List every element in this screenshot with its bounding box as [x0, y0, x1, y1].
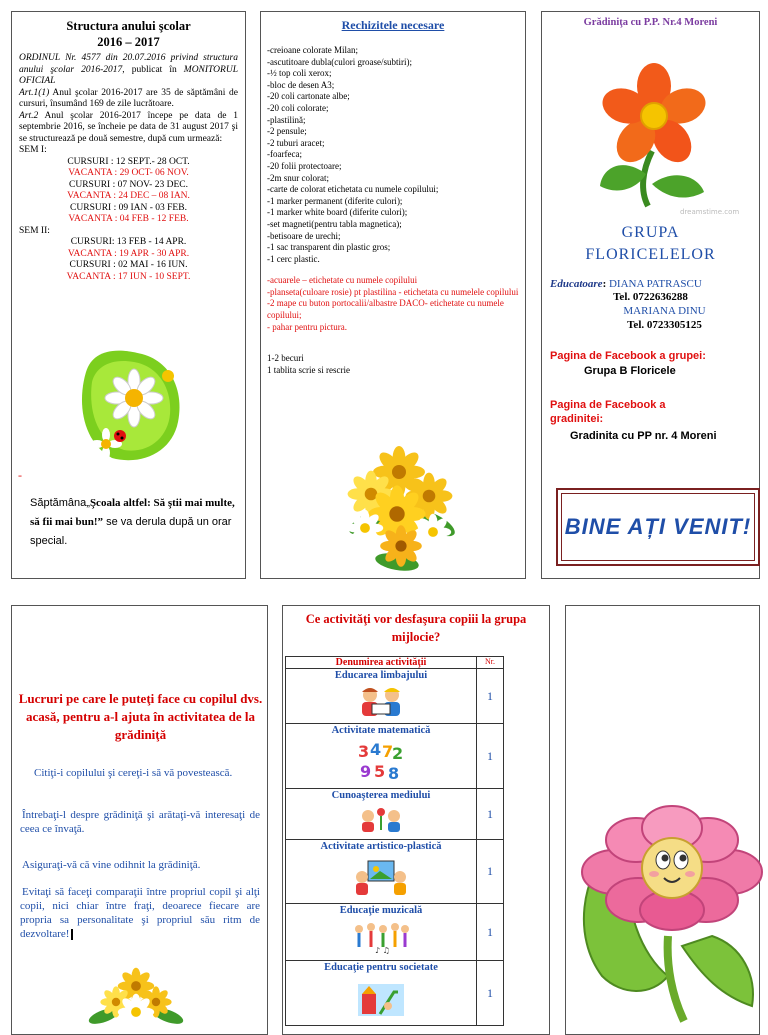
supply-item: -2 tuburi aracet; [267, 137, 325, 148]
sem1-row: CURSURI : 12 SEPT.- 28 OCT. [67, 156, 190, 167]
supply-item: -½ top coli xerox; [267, 68, 332, 79]
supply-item: -creioane colorate Milan; [267, 45, 358, 55]
tip-ask: Întrebaţi-l despre grădiniţă şi arătaţi-vă interesaţi de ceea ce învaţă. [20, 809, 260, 835]
article-1-text: Anul şcolar 2016-2017 are 35 de săptămâni de cursuri, însumând 169 de zile lucrătoare. [19, 87, 238, 109]
sem2-row: CURSURI : 02 MAI - 16 IUN. [69, 260, 188, 270]
children-reading-icon [354, 684, 408, 723]
svg-text:3: 3 [358, 742, 370, 761]
orange-flower-clipart [582, 56, 740, 216]
order-text: ORDINUL Nr. 4577 din 20.07.2016 privind structura anului şcolar 2016-2017 [19, 53, 238, 75]
activity-count-header: Nr. [477, 657, 504, 669]
activity-cell [286, 724, 477, 789]
supply-item: -ascutitoare dubla(culori groase/subtiri); [267, 56, 412, 67]
supply-item: -foarfeca; [267, 149, 302, 160]
article-2-text: Anul şcolar 2016-2017 începe pe data de 1 septembrie 2016, se încheie pe data de 31 august 2017 şi se structurează pe două semestre, după cum urmează: [19, 110, 238, 144]
school-year-title [12, 18, 245, 50]
activity-row [286, 789, 504, 840]
supply-item: -betisoare de urechi; [267, 230, 341, 241]
activity-name-header: Denumirea activităţii [286, 657, 477, 669]
teacher-label: Educatoare [550, 278, 603, 290]
activity-name: Activitate artistico-plastică [320, 841, 442, 852]
school-altfel-note [30, 494, 240, 551]
supply-item: - pahar pentru pictura. [267, 321, 347, 332]
article-2 [12, 111, 245, 146]
supply-item: -plastilină; [267, 114, 306, 125]
svg-text:5: 5 [374, 762, 386, 781]
supplies-list [261, 33, 525, 265]
welcome-banner [556, 488, 760, 566]
svg-text:4: 4 [370, 740, 382, 759]
supply-item: -2 mape cu buton portocalii/albastre DACO- etichetate cu numele copilului; [267, 298, 504, 321]
teacher-name-1: DIANA PATRASCU [608, 278, 702, 290]
semester-1-label: SEM I: [19, 145, 47, 155]
facebook-group-value: Grupa B Floricele [584, 365, 676, 377]
bouquet-clipart-bottom [86, 968, 186, 1028]
tip-compare-text: Evitaţi să faceţi comparaţii între propriul copil şi alţi copii, nici chiar între fraţi, deoarece fiecare are propria sa personalitate şi propriul său ritm de dezvoltare! [20, 886, 260, 940]
sem1-row: VACANTA : 24 DEC – 08 IAN. [67, 191, 190, 201]
group-title [542, 222, 759, 266]
activity-cell [286, 789, 477, 840]
activity-count: 1 [477, 961, 504, 1026]
school-year-panel [11, 11, 246, 579]
footer-text-2: se va derula după un orar special. [30, 516, 232, 547]
activities-table [285, 656, 504, 1026]
sem2-row: VACANTA : 19 APR - 30 APR. [67, 248, 190, 259]
svg-text:9: 9 [360, 762, 372, 781]
home-tips-panel [11, 605, 268, 1035]
supply-item: -1 cerc plastic. [267, 253, 320, 264]
teachers-info [542, 268, 759, 332]
supply-item: -20 coli cartonate albe; [267, 91, 350, 102]
title-line-1: Structura anului şcolar [66, 19, 191, 33]
sem1-row: VACANTA : 29 OCT- 06 NOV. [68, 168, 189, 178]
supply-item: -2 pensule; [267, 126, 307, 137]
supply-item: -20 folii protectoare; [267, 160, 342, 171]
numbers-icon [354, 739, 408, 788]
children-painting-icon [354, 855, 408, 902]
daisy-clipart [72, 342, 184, 466]
sem1-row: CURSURI : 09 IAN - 03 FEB. [70, 202, 187, 213]
tip-read: Citiţi-i copilului şi cereţi-i să vă povestească. [34, 767, 233, 779]
supply-item: -20 coli colorate; [267, 102, 329, 113]
activity-count: 1 [477, 789, 504, 840]
official-monitor: MONITORUL OFICIAL [19, 64, 238, 86]
semester-2-label: SEM II: [19, 225, 50, 236]
activity-name: Activitate matematică [331, 725, 431, 736]
footer-bold-text: Şcoala altfel: Să ştii mai multe, să fii mai bun!” [30, 497, 235, 528]
activity-row [286, 961, 504, 1026]
article-1-label: Art.1(1) [19, 87, 50, 98]
activity-count: 1 [477, 840, 504, 904]
svg-text:8: 8 [388, 764, 400, 783]
text-cursor [71, 929, 73, 940]
activity-cell [286, 904, 477, 961]
footer-text-1: Săptămâna„ [30, 497, 90, 509]
activities-header-row [286, 657, 504, 669]
activity-row [286, 724, 504, 789]
supply-item: -1 marker white board (diferite culori); [267, 207, 408, 218]
activity-cell [286, 840, 477, 904]
order-published: , publicat în [122, 64, 184, 75]
sem2-row: VACANTA : 17 IUN - 10 SEPT. [66, 271, 191, 282]
activity-cell [286, 669, 477, 724]
children-nature-icon [354, 804, 408, 839]
supply-item: 1-2 becuri [267, 353, 304, 364]
supply-item: -1 sac transparent din plastic gros; [267, 242, 391, 253]
activity-count: 1 [477, 724, 504, 789]
supply-item: -2m snur colorat; [267, 172, 329, 183]
children-dancing-icon [351, 919, 411, 960]
supplies-extra-list [261, 333, 525, 376]
supplies-panel [260, 11, 526, 579]
kindergarten-name: Grădiniţa cu P.P. Nr.4 Moreni [583, 17, 718, 28]
svg-text:♪ ♫: ♪ ♫ [375, 946, 390, 955]
activity-name: Educaţie pentru societate [324, 962, 438, 973]
teacher-colon: : [602, 278, 609, 290]
home-tips-title: Lucruri pe care le puteţi face cu copilul dvs. acasă, pentru a-l ajuta în activitatea de la grădiniţă [18, 691, 263, 742]
supply-item: -set magneti(pentru tabla magnetica); [267, 218, 402, 229]
tip-rest: Asiguraţi-vă că vine odihnit la grădiniţă. [22, 859, 201, 871]
activity-name: Educarea limbajului [334, 670, 428, 681]
activity-cell [286, 961, 477, 1026]
teacher-phone-2: Tel. 0723305125 [627, 319, 702, 331]
article-1 [12, 88, 245, 111]
sem1-row: CURSURI : 07 NOV- 23 DEC. [69, 179, 188, 190]
activity-count: 1 [477, 904, 504, 961]
sem2-row: CURSURI: 13 FEB - 14 APR. [70, 237, 187, 247]
sem1-row: VACANTA : 04 FEB - 12 FEB. [68, 214, 189, 224]
teacher-name-2: MARIANA DINU [623, 305, 706, 317]
cover-panel [541, 11, 760, 579]
semester-1-schedule [12, 157, 245, 226]
supply-item: -carte de colorat etichetata cu numele copilului; [267, 184, 439, 195]
supply-item: -planseta(culoare rosie) pt plastilina - etichetata cu numelele copilului [267, 286, 519, 297]
title-line-2: 2016 – 2017 [97, 35, 160, 49]
semester-2-schedule [12, 237, 245, 283]
facebook-kg-label: Pagina de Facebook a gradinitei: [550, 399, 666, 425]
facebook-kg-value: Gradinita cu PP nr. 4 Moreni [570, 430, 717, 442]
decorative-panel [565, 605, 760, 1035]
children-playground-icon [354, 976, 408, 1025]
activities-panel [282, 605, 550, 1035]
article-2-label: Art.2 [19, 110, 39, 121]
svg-text:7: 7 [382, 742, 394, 761]
activity-name: Cunoaşterea mediului [331, 790, 431, 801]
activity-name: Educaţie muzicală [339, 905, 423, 916]
facebook-kg-info [542, 398, 717, 442]
activity-row [286, 669, 504, 724]
dash-mark: - [18, 468, 22, 482]
flower-bouquet-clipart [337, 442, 467, 577]
svg-text:2: 2 [392, 744, 404, 763]
activity-row [286, 840, 504, 904]
welcome-text: BINE AȚI VENIT! [561, 493, 755, 561]
activity-count: 1 [477, 669, 504, 724]
supply-item: 1 tablita scrie si rescrie [267, 364, 350, 375]
activities-title: Ce activităţi vor desfaşura copiii la grupa mijlocie? [305, 612, 527, 644]
supply-item: -acuarele – etichetate cu numele copilului [267, 275, 418, 286]
supplies-labeled-list [261, 265, 525, 333]
supply-item: -bloc de desen A3; [267, 79, 335, 90]
stock-watermark: dreamstime.com [680, 208, 740, 216]
smiling-pink-flower-clipart [572, 806, 762, 1026]
group-title-line-2: FLORICELELOR [585, 246, 716, 263]
order-intro [12, 53, 245, 88]
teacher-line [542, 278, 759, 290]
supply-item: -1 marker permanent (diferite culori); [267, 195, 403, 206]
activity-row [286, 904, 504, 961]
facebook-group-info [542, 350, 759, 377]
teacher-phone-1: Tel. 0722636288 [613, 291, 688, 303]
facebook-group-label: Pagina de Facebook a grupei: [550, 350, 706, 362]
supplies-title: Rechizitele necesare [341, 18, 445, 32]
group-title-line-1: GRUPA [621, 224, 680, 241]
tip-compare [20, 885, 260, 941]
